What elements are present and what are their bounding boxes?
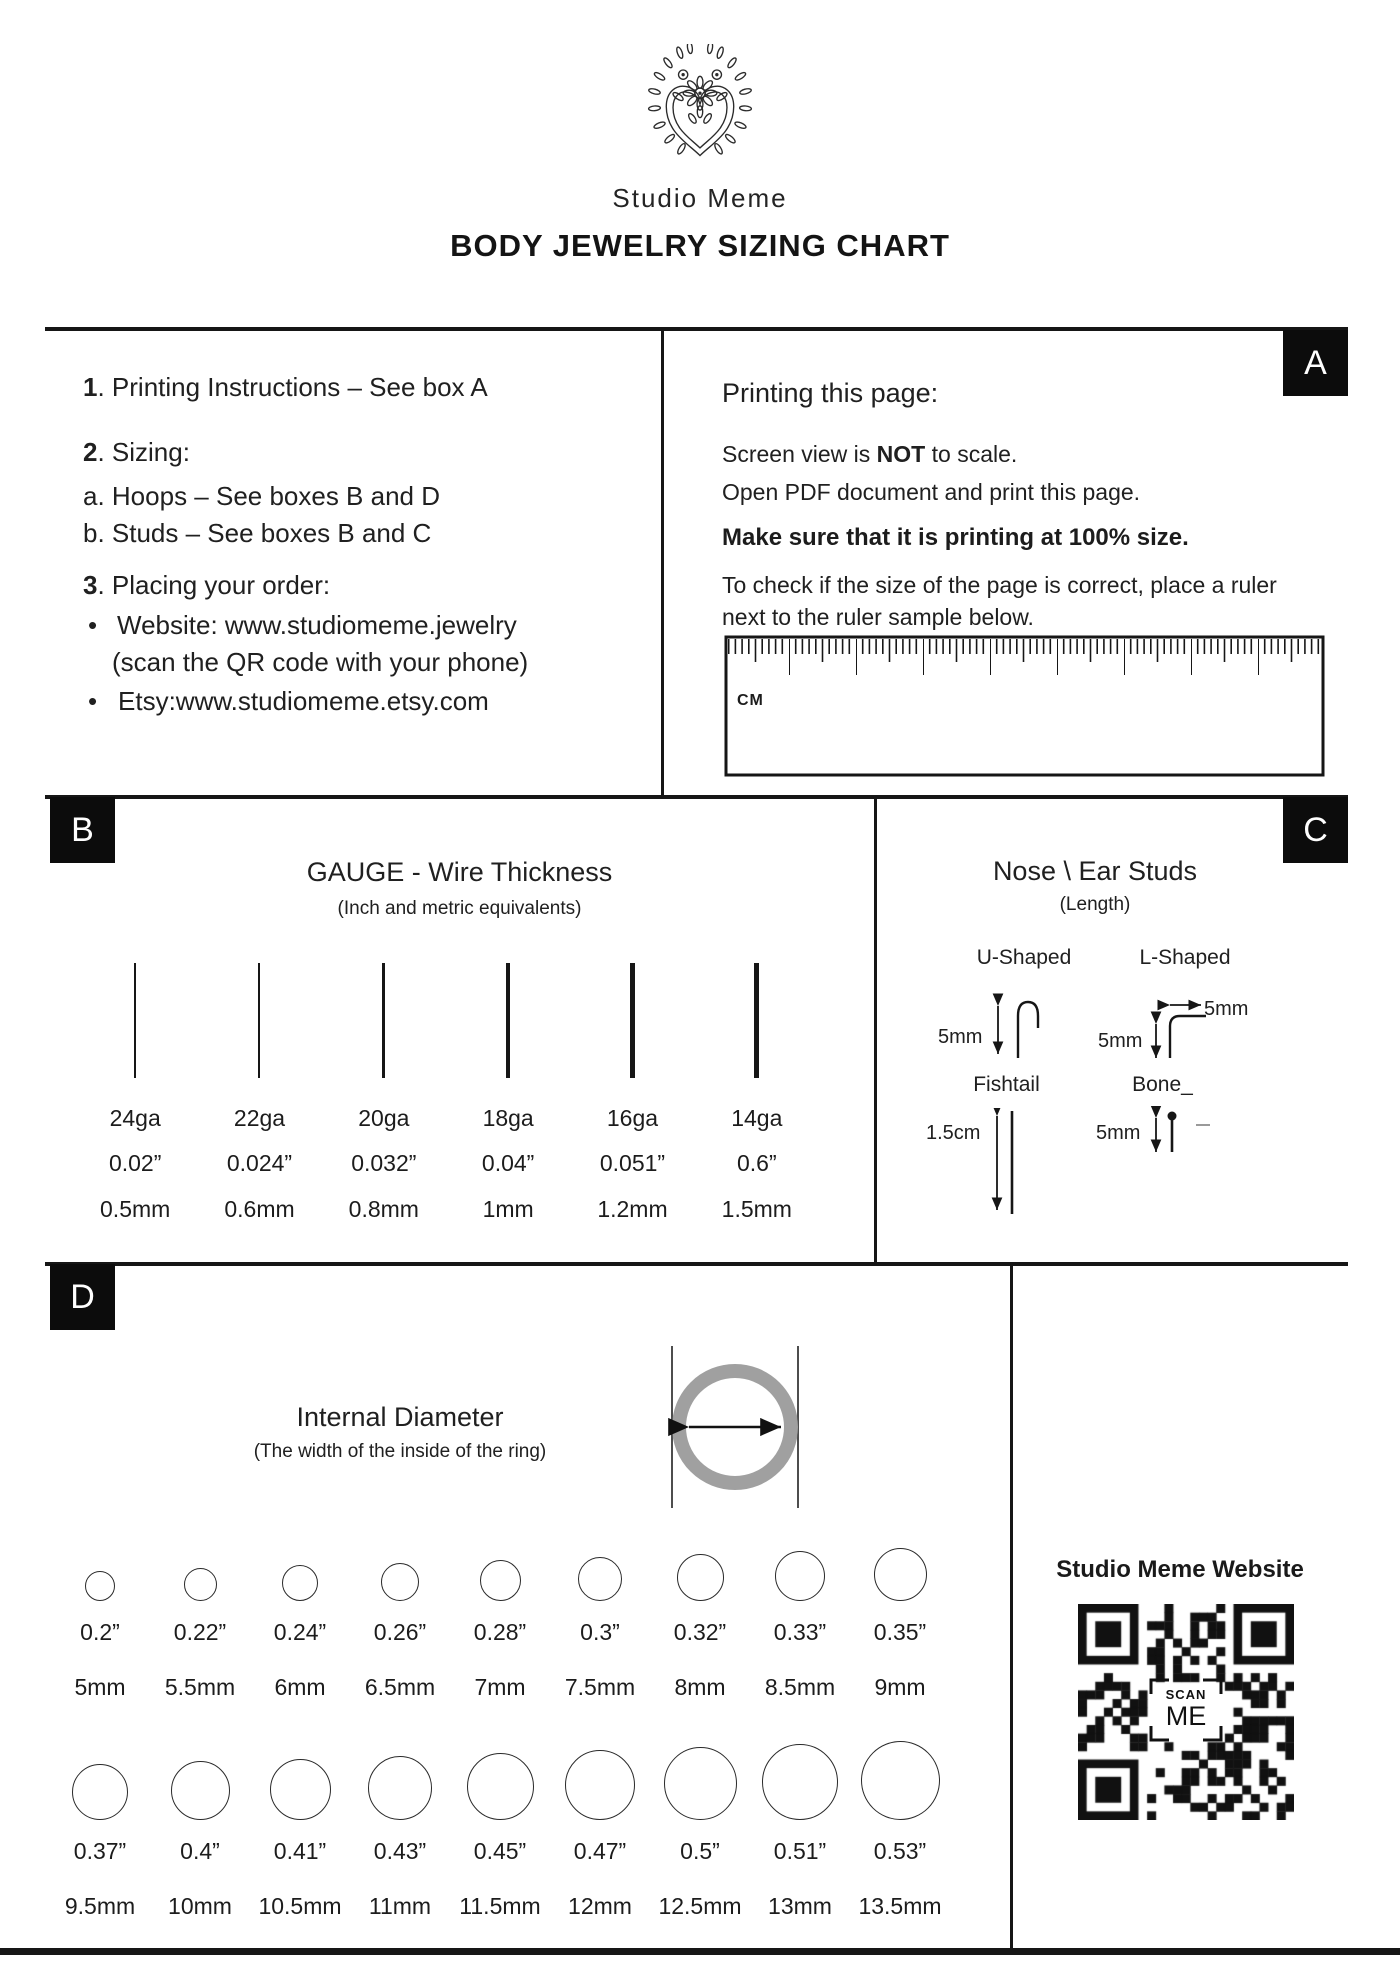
diameter-cell [750,1740,850,1920]
instruction-3-number: 3 [83,570,98,600]
circle-slot [85,1521,115,1601]
diameter-mm-label: 12.5mm [658,1893,742,1919]
diameter-cell [650,1521,750,1701]
divider-mid-section [874,795,877,1262]
instruction-item-2a: a. Hoops – See boxes B and D [83,481,441,511]
diameter-inch-label: 0.24” [273,1619,327,1645]
gauge-columns [73,963,819,1223]
gauge-inch-label: 0.032” [351,1150,417,1176]
diameter-mm-label: 7.5mm [564,1674,636,1700]
studio-meme-logo [641,44,759,171]
diameter-mm-label: 7mm [474,1674,526,1700]
gauge-mm-label: 0.6mm [224,1196,295,1222]
instruction-3-text: . Placing your order: [97,570,331,600]
diameter-row-2 [50,1740,950,1920]
diameter-cell [450,1521,550,1701]
diameter-mm-label: 12mm [568,1893,632,1919]
gauge-ga-label: 16ga [606,1105,659,1131]
instruction-2-text: . Sizing: [97,437,190,467]
brand-name: Studio Meme [612,183,788,213]
box-a-line-3: Make sure that it is printing at 100% size. [722,524,1189,551]
diameter-mm-label: 13mm [768,1893,832,1919]
diameter-circle [775,1551,825,1601]
diameter-mm-label: 6mm [274,1674,326,1700]
diameter-circle [381,1563,419,1601]
diameter-cell [150,1740,250,1920]
etsy-line: Etsy:www.studiomeme.etsy.com [118,686,489,716]
diameter-section-title: Internal Diameter [296,1402,504,1432]
diameter-subtitle: (The width of the inside of the ring) [253,1441,547,1462]
l-shaped-side-length: 5mm [1098,1030,1143,1052]
line1-bold: NOT [876,441,926,467]
diameter-inch-label: 0.41” [273,1838,327,1864]
diameter-mm-label: 11mm [368,1893,432,1919]
bone-diagram [1148,1106,1218,1158]
instruction-item-3 [83,570,330,601]
circle-slot [467,1740,534,1820]
gauge-column [322,963,446,1223]
circle-slot [775,1521,825,1601]
rule-mid [45,795,1348,799]
scan-me-text-bottom: ME [1165,1701,1207,1731]
diameter-inch-label: 0.5” [680,1838,720,1864]
circle-slot [861,1740,940,1820]
studs-section-title: Nose \ Ear Studs [992,856,1198,886]
gauge-column [197,963,321,1223]
diameter-circle [578,1557,622,1601]
u-shaped-diagram [986,992,1046,1064]
diameter-mm-label: 9.5mm [64,1893,136,1919]
diameter-inch-label: 0.4” [180,1838,220,1864]
website-line-2: (scan the QR code with your phone) [112,647,529,677]
gauge-wire-line [754,963,759,1078]
circle-slot [565,1740,635,1820]
gauge-inch-label: 0.04” [481,1150,535,1176]
instruction-1-number: 1 [83,372,98,402]
diameter-inch-label: 0.32” [673,1619,727,1645]
diameter-inch-label: 0.43” [373,1838,427,1864]
u-shaped-length: 5mm [938,1026,983,1048]
bottom-border [0,1948,1400,1955]
diameter-inch-label: 0.2” [80,1619,120,1645]
bone-label: Bone_ [1132,1073,1193,1096]
diameter-inch-label: 0.28” [473,1619,527,1645]
gauge-column [695,963,819,1223]
gauge-column [570,963,694,1223]
instruction-item-1 [83,372,488,403]
gauge-mm-label: 0.5mm [100,1196,171,1222]
gauge-ga-label: 24ga [109,1105,161,1131]
fishtail-label: Fishtail [973,1073,1040,1096]
diameter-inch-label: 0.51” [773,1838,827,1864]
circle-slot [171,1740,230,1820]
gauge-mm-label: 1.5mm [721,1196,792,1222]
circle-slot [677,1521,724,1601]
diameter-mm-label: 8mm [674,1674,726,1700]
rule-top [45,327,1348,331]
box-a-heading: Printing this page: [722,378,939,408]
l-shaped-label: L-Shaped [1139,946,1231,969]
bullet-icon: • [88,610,98,640]
diameter-mm-label: 5.5mm [164,1674,236,1700]
circle-slot [184,1521,217,1601]
diameter-cell [250,1521,350,1701]
l-shaped-top-length: 5mm [1204,998,1249,1020]
instruction-item-2b: b. Studs – See boxes B and C [83,518,432,548]
diameter-cell [350,1740,450,1920]
bullet-icon: • [88,686,98,716]
instruction-2-number: 2 [83,437,98,467]
diameter-mm-label: 6.5mm [364,1674,436,1700]
diameter-circle [762,1744,838,1820]
box-a-line-2: Open PDF document and print this page. [722,479,1141,505]
circle-slot [762,1740,838,1820]
diameter-mm-label: 10mm [168,1893,232,1919]
ruler-unit-label: CM [737,692,764,709]
diameter-cell [650,1740,750,1920]
gauge-wire-line [134,963,136,1078]
diameter-circle [270,1759,331,1820]
gauge-inch-label: 0.024” [226,1150,293,1176]
circle-slot [282,1521,318,1601]
divider-top-section [661,327,664,795]
diameter-cell [850,1521,950,1701]
box-a-line-1 [722,441,1017,468]
circle-slot [72,1740,128,1820]
gauge-section-title: GAUGE - Wire Thickness [306,857,613,887]
diameter-mm-label: 11.5mm [459,1893,541,1919]
page-title: BODY JEWELRY SIZING CHART [450,228,950,263]
website-line: Website: www.studiomeme.jewelry [117,610,517,640]
circle-slot [368,1740,432,1820]
diameter-circle [282,1565,318,1601]
diameter-inch-label: 0.35” [873,1619,927,1645]
diameter-inch-label: 0.3” [580,1619,620,1645]
diameter-inch-label: 0.22” [173,1619,227,1645]
diameter-cell [350,1521,450,1701]
diameter-inch-label: 0.26” [373,1619,427,1645]
diameter-mm-label: 9mm [874,1674,926,1700]
box-a-line-4a: To check if the size of the page is correct, place a ruler [722,572,1277,598]
diameter-circle [480,1560,521,1601]
gauge-inch-label: 0.02” [108,1150,162,1176]
gauge-ga-label: 22ga [233,1105,286,1131]
qr-title: Studio Meme Website [1056,1556,1304,1583]
diameter-row-1 [50,1521,950,1701]
fishtail-length: 1.5cm [926,1122,981,1144]
instruction-item-2 [83,437,190,468]
box-d-label: D [50,1264,115,1330]
rule-lower [45,1262,1348,1266]
diameter-cell [150,1521,250,1701]
circle-slot [270,1740,331,1820]
diameter-inch-label: 0.47” [573,1838,627,1864]
scan-me-frame [1149,1678,1223,1742]
studs-subtitle: (Length) [1059,894,1131,915]
gauge-mm-label: 1.2mm [597,1196,668,1222]
gauge-wire-line [258,963,260,1078]
diameter-mm-label: 5mm [74,1674,126,1700]
instruction-1-text: . Printing Instructions – See box A [97,372,488,402]
diameter-circle [861,1741,940,1820]
circle-slot [578,1521,622,1601]
diameter-circle [664,1747,737,1820]
box-a-label: A [1283,330,1348,396]
gauge-inch-label: 0.6” [736,1150,777,1176]
diameter-circle [467,1753,534,1820]
diameter-cell [550,1521,650,1701]
box-c-label: C [1283,797,1348,863]
diameter-inch-label: 0.33” [773,1619,827,1645]
diameter-inch-label: 0.53” [873,1838,927,1864]
diameter-circle [368,1756,432,1820]
gauge-wire-line [506,963,509,1078]
diameter-inch-label: 0.37” [73,1838,127,1864]
diameter-cell [250,1740,350,1920]
diameter-circle [565,1750,635,1820]
gauge-ga-label: 20ga [358,1105,410,1131]
circle-slot [874,1521,927,1601]
scan-me-text-top: SCAN [1165,1687,1207,1702]
diameter-mm-label: 10.5mm [258,1893,342,1919]
diameter-circle [171,1761,230,1820]
line1-pre: Screen view is [722,441,877,467]
diameter-cell [50,1521,150,1701]
divider-bottom-section [1010,1262,1013,1948]
diameter-cell [550,1740,650,1920]
gauge-ga-label: 14ga [731,1105,783,1131]
box-b-label: B [50,797,115,863]
gauge-column [73,963,197,1223]
diameter-mm-label: 13.5mm [858,1893,942,1919]
diameter-cell [450,1740,550,1920]
circle-slot [664,1740,737,1820]
gauge-mm-label: 0.8mm [348,1196,419,1222]
gauge-inch-label: 0.051” [599,1150,666,1176]
l-shaped-diagram [1148,996,1258,1066]
diameter-circle [184,1568,217,1601]
diameter-circle [874,1548,927,1601]
gauge-wire-line [630,963,634,1078]
gauge-wire-line [382,963,385,1078]
diameter-cell [50,1740,150,1920]
box-a-line-4b: next to the ruler sample below. [722,604,1034,630]
diameter-mm-label: 8.5mm [764,1674,836,1700]
diameter-inch-label: 0.45” [473,1838,527,1864]
gauge-column [446,963,570,1223]
ruler-sample [724,635,1325,777]
diameter-circle [677,1554,724,1601]
fishtail-diagram [988,1108,1024,1218]
gauge-subtitle: (Inch and metric equivalents) [337,898,582,919]
diameter-cell [750,1521,850,1701]
u-shaped-label: U-Shaped [976,946,1072,969]
circle-slot [381,1521,419,1601]
circle-slot [480,1521,521,1601]
line1-post: to scale. [925,441,1018,467]
ring-diagram [645,1344,825,1510]
gauge-mm-label: 1mm [482,1196,534,1222]
diameter-circle [72,1764,128,1820]
diameter-cell [850,1740,950,1920]
gauge-ga-label: 18ga [482,1105,534,1131]
bone-length: 5mm [1096,1122,1141,1144]
diameter-circle [85,1571,115,1601]
